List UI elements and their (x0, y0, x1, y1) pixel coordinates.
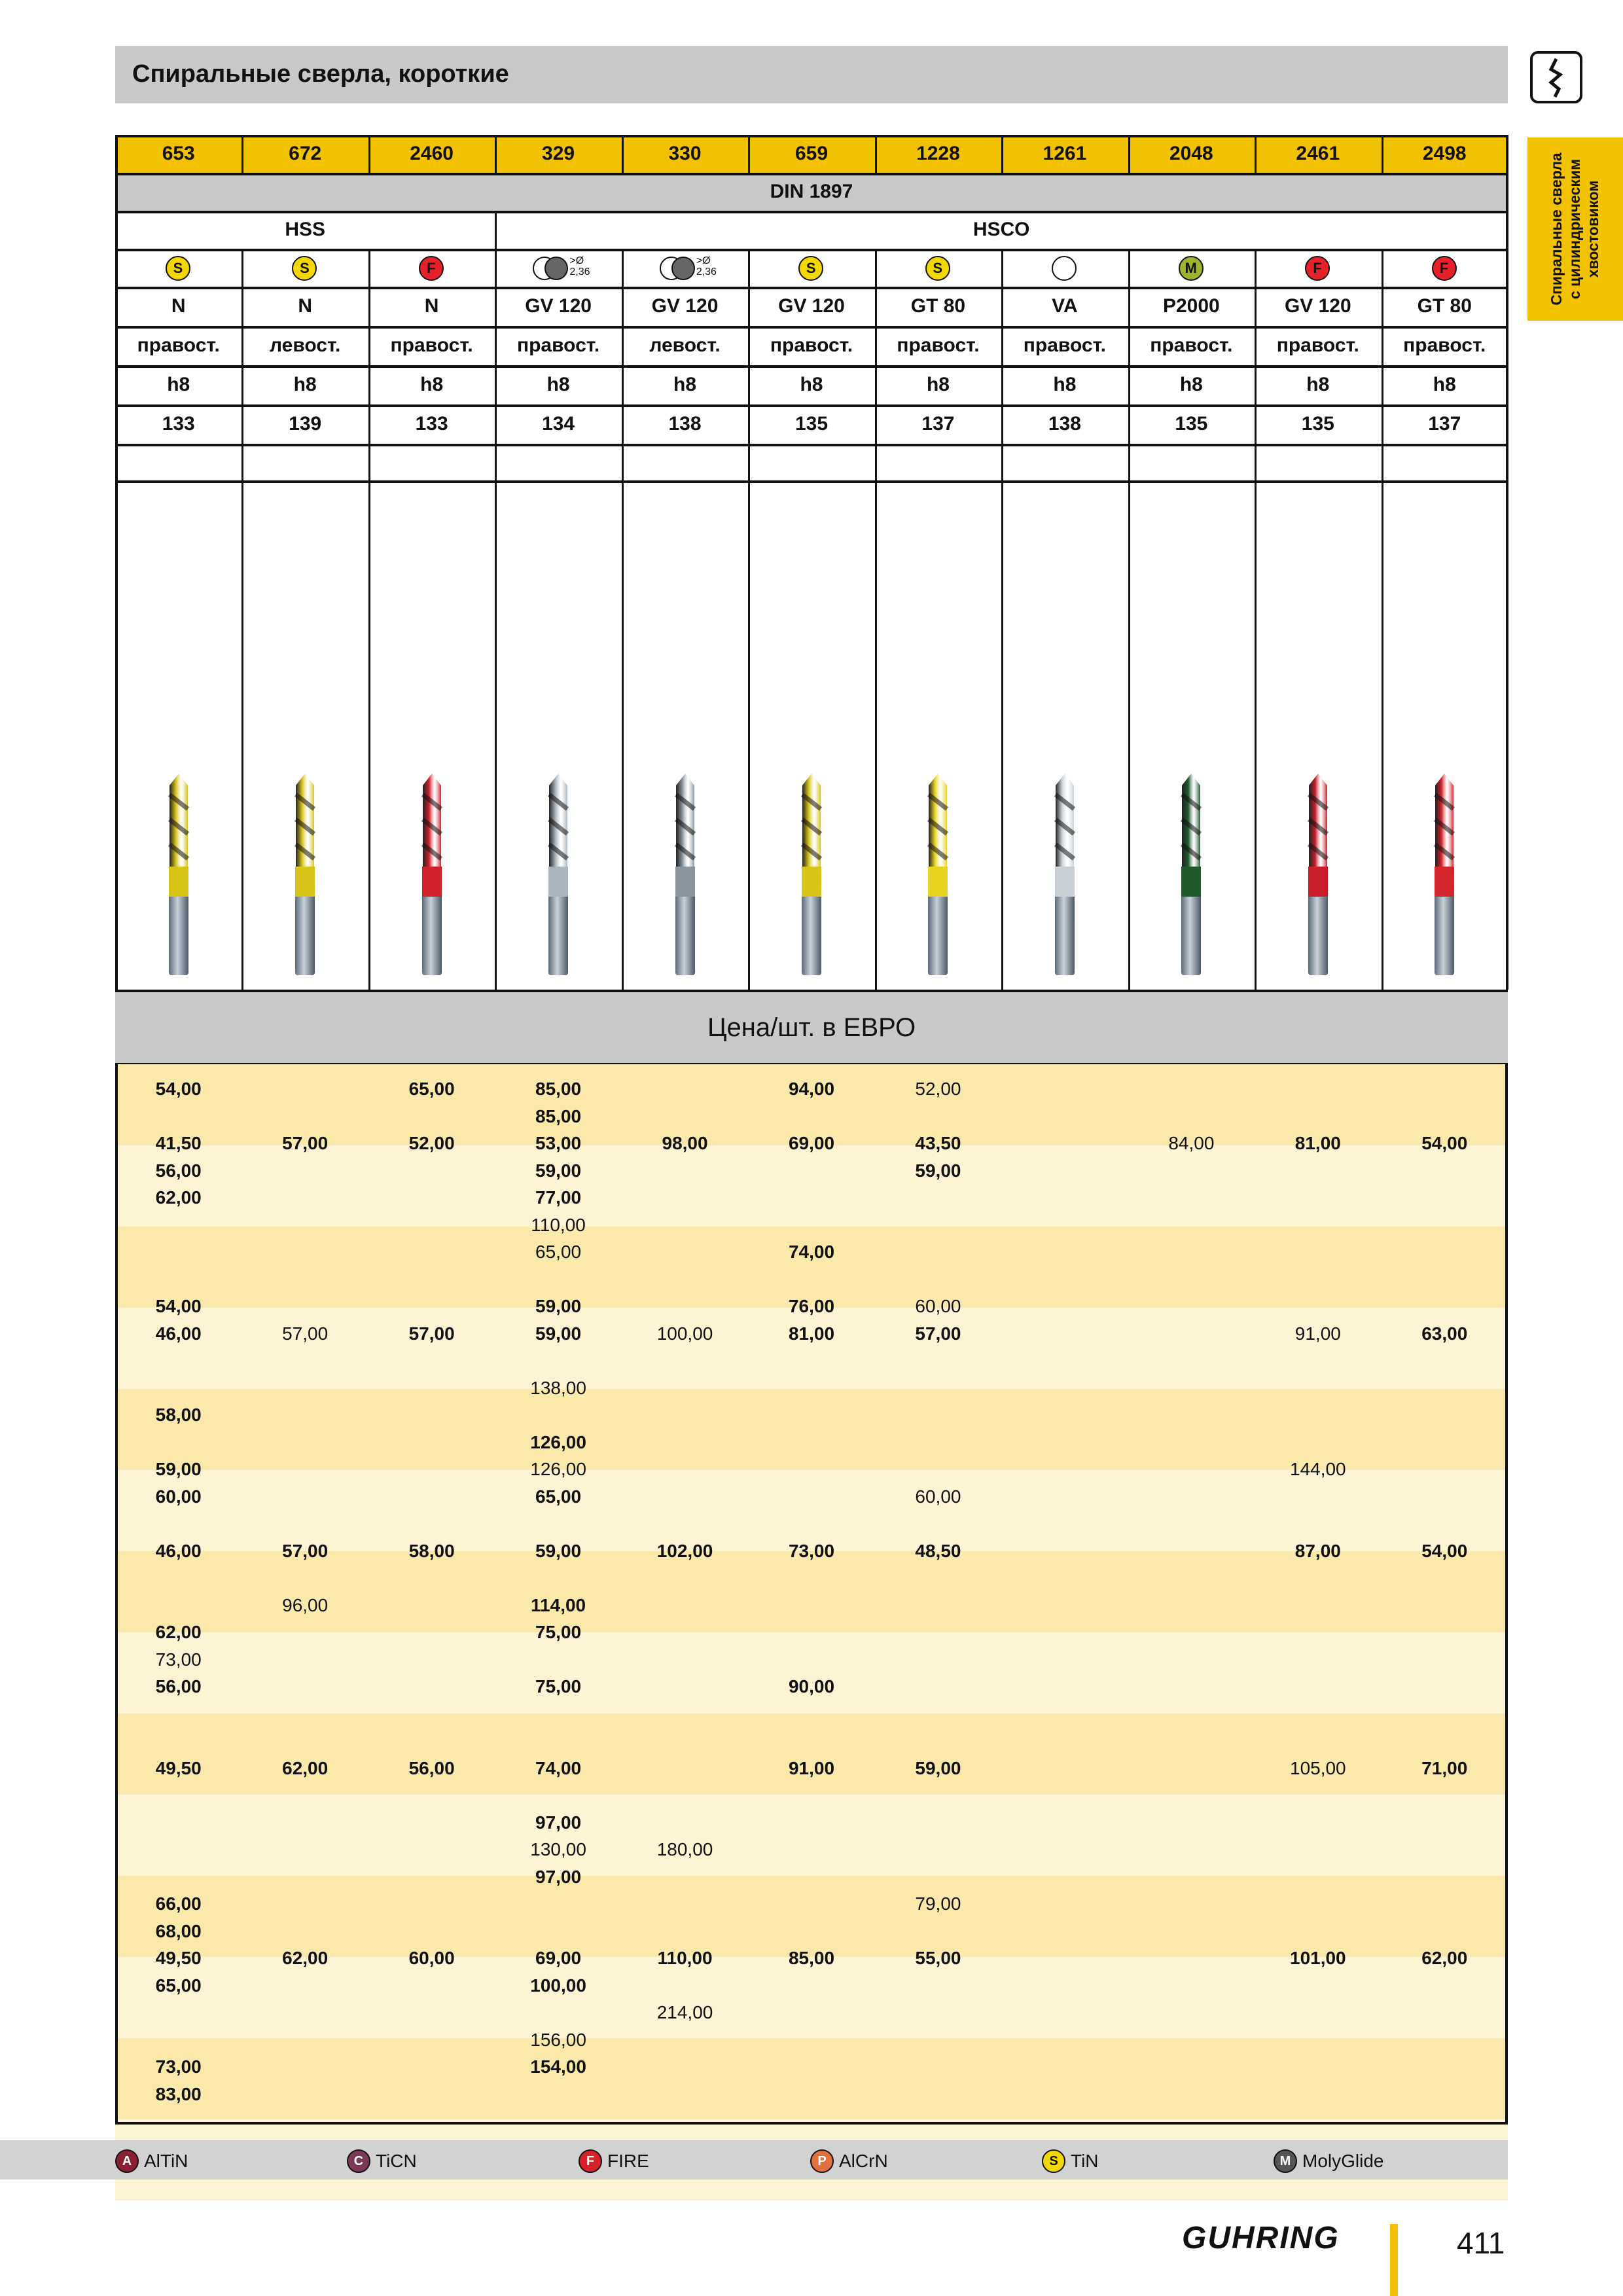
article-number[interactable]: 2461 (1296, 143, 1340, 164)
coating-cell (115, 253, 241, 284)
directions-cell: правост. (516, 334, 600, 356)
table-grid-line (115, 287, 1508, 289)
types-cell: P2000 (1162, 295, 1220, 317)
price-value: 59,00 (535, 1540, 582, 1561)
tolerances-cell: h8 (673, 374, 697, 395)
brand-logo: GUHRING (1182, 2221, 1340, 2255)
tolerances-cell: h8 (926, 374, 950, 395)
article-number[interactable]: 672 (289, 143, 322, 164)
price-value: 62,00 (155, 1622, 202, 1642)
drill-image (1045, 768, 1084, 978)
price-value: 57,00 (282, 1540, 329, 1561)
tolerances-cell: h8 (1179, 374, 1203, 395)
price-value: 81,00 (788, 1323, 835, 1344)
price-value: 54,00 (155, 1296, 202, 1316)
table-grid-line (875, 135, 877, 990)
drill-image (285, 768, 325, 978)
article-number[interactable]: 330 (668, 143, 702, 164)
price-value: 126,00 (530, 1431, 586, 1452)
tin-coating-icon: S (1042, 2149, 1065, 2173)
article-number[interactable]: 653 (162, 143, 195, 164)
coating-badge-icon: S (166, 256, 190, 281)
types-cell: GV 120 (525, 295, 592, 317)
drill-category-icon (1529, 50, 1584, 105)
price-value: 58,00 (408, 1540, 455, 1561)
table-grid-line (115, 135, 1508, 137)
drill-image (918, 768, 957, 978)
coating-cell (241, 253, 367, 284)
price-value: 114,00 (531, 1594, 586, 1615)
point-angles-cell: 133 (162, 413, 195, 435)
tolerances-cell: h8 (167, 374, 190, 395)
coating-cell (1382, 253, 1507, 284)
types-cell: GV 120 (1284, 295, 1351, 317)
article-number[interactable]: 2498 (1422, 143, 1467, 164)
legend-label: FIRE (607, 2151, 649, 2171)
price-value: 46,00 (155, 1323, 202, 1344)
directions-cell: правост. (1023, 334, 1106, 356)
point-angles-cell: 137 (1428, 413, 1461, 435)
price-value: 55,00 (915, 1948, 961, 1968)
price-value: 214,00 (656, 2002, 713, 2022)
drill-image (1425, 768, 1464, 978)
legend-item (810, 2148, 888, 2174)
coating-badge-icon: M (1179, 256, 1204, 281)
price-value: 85,00 (535, 1105, 582, 1126)
directions-cell: правост. (390, 334, 473, 356)
coating-badge-icon: S (292, 256, 317, 281)
price-value: 71,00 (1421, 1757, 1468, 1778)
price-value: 110,00 (657, 1948, 713, 1968)
coating-cell (1001, 253, 1127, 284)
price-value: 65,00 (408, 1079, 455, 1099)
price-value: 59,00 (535, 1323, 582, 1344)
coating-cell (368, 253, 494, 284)
price-value: 84,00 (1168, 1133, 1215, 1153)
article-number[interactable]: 2048 (1169, 143, 1213, 164)
title-bar (115, 46, 1508, 103)
drill-image (792, 768, 831, 978)
tolerances-cell: h8 (1053, 374, 1077, 395)
article-number[interactable]: 329 (542, 143, 575, 164)
price-value: 56,00 (408, 1757, 455, 1778)
price-value: 54,00 (1421, 1540, 1468, 1561)
legend-label: TiN (1071, 2151, 1099, 2171)
types-cell: GV 120 (778, 295, 845, 317)
price-value: 75,00 (535, 1622, 582, 1642)
price-value: 100,00 (656, 1323, 713, 1344)
price-value: 57,00 (915, 1323, 961, 1344)
dual-coating-icon (660, 255, 717, 281)
price-value: 60,00 (408, 1948, 455, 1968)
table-grid-line (115, 249, 1508, 251)
point-angles-cell: 134 (542, 413, 575, 435)
price-value: 154,00 (530, 2056, 586, 2077)
legend-label: TiCN (376, 2151, 417, 2171)
price-value: 57,00 (282, 1323, 329, 1344)
price-header: Цена/шт. в ЕВРО (115, 990, 1508, 1066)
price-value: 65,00 (535, 1486, 582, 1507)
table-grid-line (241, 135, 243, 990)
price-value: 60,00 (915, 1486, 961, 1507)
price-value: 73,00 (155, 1649, 202, 1670)
price-value: 57,00 (408, 1323, 455, 1344)
table-grid-line (1382, 135, 1383, 990)
table-grid-line (115, 990, 1508, 992)
price-value: 74,00 (535, 1757, 582, 1778)
coating-badge-icon (1052, 256, 1077, 281)
altin-coating-icon: A (115, 2149, 139, 2173)
table-grid-line (115, 326, 1508, 329)
price-value: 62,00 (282, 1948, 329, 1968)
point-angles-cell: 135 (1175, 413, 1208, 435)
price-value: 69,00 (535, 1948, 582, 1968)
price-value: 63,00 (1421, 1323, 1468, 1344)
tolerances-cell: h8 (293, 374, 317, 395)
directions-cell: правост. (1150, 334, 1233, 356)
legend-label: AlTiN (144, 2151, 188, 2171)
table-grid-line (1128, 135, 1130, 990)
directions-cell: правост. (1403, 334, 1486, 356)
drill-image (1298, 768, 1338, 978)
article-number[interactable]: 1261 (1043, 143, 1087, 164)
price-value: 62,00 (155, 1187, 202, 1208)
price-value: 102,00 (656, 1540, 713, 1561)
tolerances-cell: h8 (800, 374, 823, 395)
price-value: 97,00 (535, 1812, 582, 1833)
price-value: 59,00 (155, 1459, 202, 1479)
dual-coating-icon (533, 255, 590, 281)
coating-cell (748, 253, 874, 284)
price-table (115, 1064, 1508, 2125)
price-value: 65,00 (535, 1242, 582, 1262)
table-grid-line (1255, 135, 1257, 990)
drill-image (539, 768, 578, 978)
legend-item (115, 2148, 188, 2174)
coating-badge-icon: F (1305, 256, 1330, 281)
price-value: 110,00 (531, 1214, 586, 1235)
price-value: 49,50 (155, 1757, 202, 1778)
directions-cell: правост. (1276, 334, 1359, 356)
price-value: 76,00 (788, 1296, 835, 1316)
molyglide-coating-icon: M (1274, 2149, 1297, 2173)
point-angles-cell: 135 (794, 413, 829, 435)
price-value: 85,00 (788, 1948, 835, 1968)
ticn-coating-icon: C (347, 2149, 370, 2173)
price-value: 52,00 (408, 1133, 455, 1153)
table-grid-line (115, 404, 1508, 407)
price-value: 101,00 (1289, 1948, 1346, 1968)
price-value: 59,00 (535, 1160, 582, 1181)
table-grid-line (622, 135, 624, 990)
price-value: 68,00 (155, 1920, 202, 1941)
price-value: 66,00 (155, 1893, 202, 1914)
directions-cell: левост. (269, 334, 341, 356)
price-value: 85,00 (535, 1079, 582, 1099)
price-table-border (115, 1064, 1508, 2125)
price-value: 144,00 (1289, 1459, 1346, 1479)
price-value: 49,50 (155, 1948, 202, 1968)
directions-cell: правост. (137, 334, 220, 356)
tolerances-cell: h8 (546, 374, 570, 395)
price-value: 48,50 (915, 1540, 961, 1561)
point-angles-cell: 135 (1301, 413, 1334, 435)
page-number: 411 (1457, 2226, 1505, 2260)
coating-badge-icon: S (798, 256, 823, 281)
alcrn-coating-icon: P (810, 2149, 834, 2173)
coating-badge-icon: F (419, 256, 444, 281)
price-value: 54,00 (155, 1079, 202, 1099)
legend-label: MolyGlide (1302, 2151, 1384, 2171)
price-value: 96,00 (282, 1594, 329, 1615)
price-value: 79,00 (915, 1893, 961, 1914)
price-value: 98,00 (662, 1133, 708, 1153)
price-value: 57,00 (282, 1133, 329, 1153)
types-cell: GT 80 (910, 295, 966, 317)
price-value: 43,50 (915, 1133, 961, 1153)
legend-item (347, 2148, 417, 2174)
price-value: 65,00 (155, 1975, 202, 1996)
price-value: 81,00 (1294, 1133, 1341, 1153)
legend-label: AlCrN (839, 2151, 888, 2171)
types-cell: N (171, 295, 186, 317)
article-number[interactable]: 2460 (410, 143, 454, 164)
point-angles-cell: 138 (1048, 413, 1081, 435)
price-value: 59,00 (535, 1296, 582, 1316)
directions-cell: левост. (649, 334, 721, 356)
table-grid-line (115, 365, 1508, 368)
drill-image (159, 768, 198, 978)
price-value: 58,00 (155, 1405, 202, 1425)
spec-table (115, 135, 1508, 1042)
price-value: 59,00 (915, 1160, 961, 1181)
types-cell: GV 120 (651, 295, 719, 317)
price-value: 56,00 (155, 1160, 202, 1181)
directions-cell: правост. (897, 334, 980, 356)
price-value: 97,00 (535, 1866, 582, 1887)
price-value: 100,00 (530, 1975, 586, 1996)
directions-cell: правост. (770, 334, 853, 356)
price-value: 126,00 (530, 1459, 586, 1479)
price-value: 59,00 (915, 1757, 961, 1778)
price-value: 156,00 (530, 2029, 586, 2050)
coating-cell (1128, 253, 1254, 284)
price-value: 77,00 (535, 1187, 582, 1208)
price-value: 53,00 (535, 1133, 582, 1153)
price-value: 60,00 (915, 1296, 961, 1316)
price-value: 91,00 (788, 1757, 835, 1778)
price-value: 74,00 (788, 1242, 835, 1262)
point-angles-cell: 139 (289, 413, 322, 435)
table-grid-line (1506, 135, 1508, 990)
material-label: HSCO (972, 219, 1030, 240)
table-grid-line (115, 444, 1508, 446)
price-value: 90,00 (788, 1676, 835, 1696)
standard-label: DIN 1897 (770, 181, 853, 202)
page-title: Спиральные сверла, короткие (132, 60, 509, 88)
price-value: 62,00 (282, 1757, 329, 1778)
coating-cell (495, 253, 620, 284)
price-value: 69,00 (788, 1133, 835, 1153)
article-number[interactable]: 659 (794, 143, 829, 164)
price-value: 105,00 (1289, 1757, 1346, 1778)
coating-badge-icon: S (925, 256, 950, 281)
price-value: 73,00 (155, 2056, 202, 2077)
price-value: 75,00 (535, 1676, 582, 1696)
point-angles-cell: 137 (921, 413, 955, 435)
price-value: 73,00 (788, 1540, 835, 1561)
price-value: 94,00 (788, 1079, 835, 1099)
price-value: 138,00 (530, 1377, 586, 1398)
drill-image (666, 768, 705, 978)
legend-item (1274, 2148, 1383, 2174)
coating-note: >Ø 2,36 (569, 255, 590, 278)
price-value: 91,00 (1294, 1323, 1341, 1344)
table-grid-line (115, 135, 118, 990)
drill-image (1171, 768, 1211, 978)
tolerances-cell: h8 (1306, 374, 1330, 395)
types-cell: N (298, 295, 313, 317)
table-grid-line (115, 480, 1508, 483)
point-angles-cell: 138 (668, 413, 702, 435)
types-cell: N (424, 295, 439, 317)
point-angles-cell: 133 (415, 413, 448, 435)
price-value: 180,00 (656, 1839, 713, 1859)
fire-coating-icon: F (579, 2149, 602, 2173)
price-value: 62,00 (1421, 1948, 1468, 1968)
coating-badge-icon: F (1432, 256, 1457, 281)
price-value: 46,00 (155, 1540, 202, 1561)
price-value: 52,00 (915, 1079, 961, 1099)
footer-accent-bar (1390, 2224, 1398, 2296)
legend-item (579, 2148, 649, 2174)
article-number[interactable]: 1228 (916, 143, 960, 164)
coating-cell (1255, 253, 1380, 284)
price-value: 41,50 (155, 1133, 202, 1153)
price-value: 54,00 (1421, 1133, 1468, 1153)
table-grid-line (748, 135, 750, 990)
price-value: 60,00 (155, 1486, 202, 1507)
table-grid-line (368, 135, 370, 990)
price-value: 130,00 (530, 1839, 586, 1859)
table-grid-line (495, 135, 497, 990)
coating-cell (875, 253, 1001, 284)
tolerances-cell: h8 (1433, 374, 1456, 395)
legend-item (1042, 2148, 1099, 2174)
drill-image (412, 768, 452, 978)
table-grid-line (1001, 135, 1003, 990)
price-value: 83,00 (155, 2083, 202, 2104)
tolerances-cell: h8 (420, 374, 444, 395)
coating-cell (622, 253, 747, 284)
types-cell: VA (1052, 295, 1078, 317)
types-cell: GT 80 (1417, 295, 1472, 317)
price-value: 56,00 (155, 1676, 202, 1696)
side-tab[interactable] (1527, 137, 1623, 321)
material-label: HSS (285, 219, 326, 240)
price-value: 87,00 (1294, 1540, 1341, 1561)
side-tab-label: Спиральные сверла с цилиндрическим хвостовиком (1548, 152, 1601, 306)
coating-note: >Ø 2,36 (696, 255, 717, 278)
